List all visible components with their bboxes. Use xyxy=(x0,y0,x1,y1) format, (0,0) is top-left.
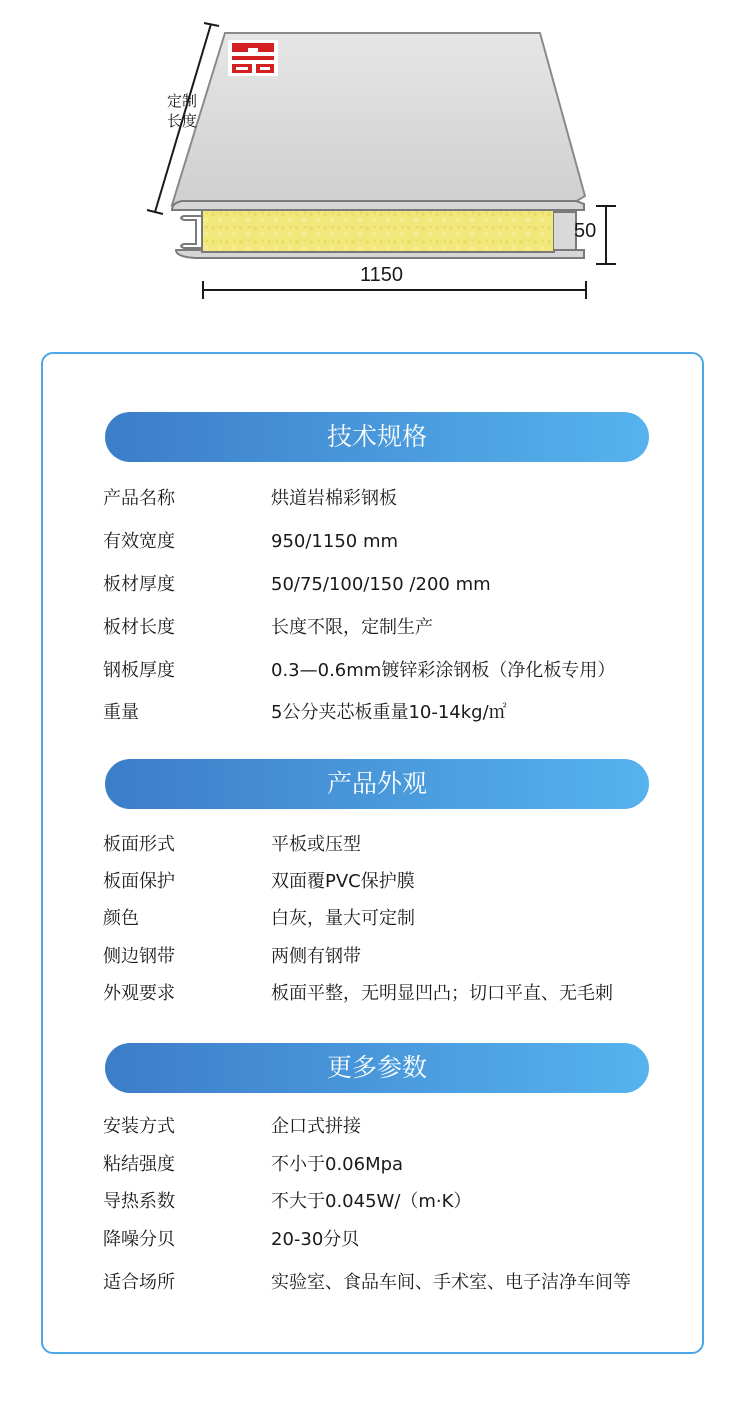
section-title-tech-specs: 技术规格 xyxy=(105,412,649,462)
spec-value: 长度不限，定制生产 xyxy=(271,617,433,638)
spec-key: 产品名称 xyxy=(103,488,175,509)
spec-value: 0.3—0.6mm镀锌彩涂钢板（净化板专用） xyxy=(271,660,616,681)
spec-value: 烘道岩棉彩钢板 xyxy=(271,488,397,509)
spec-key: 板材长度 xyxy=(103,617,175,638)
spec-key: 板材厚度 xyxy=(103,574,175,595)
panel-upper-edge xyxy=(172,201,584,210)
thickness-dimension-label: 50 xyxy=(574,220,597,242)
spec-value: 5公分夹芯板重量10-14kg/㎡ xyxy=(271,702,507,723)
spec-value: 白灰，量大可定制 xyxy=(271,908,415,929)
rock-wool-core xyxy=(202,210,554,252)
length-dimension-label: 定制 长度 xyxy=(166,93,197,130)
section-title-more-params: 更多参数 xyxy=(105,1043,649,1093)
spec-key: 钢板厚度 xyxy=(103,660,175,681)
spec-value: 板面平整，无明显凹凸；切口平直、无毛刺 xyxy=(271,983,613,1004)
spec-key: 安装方式 xyxy=(103,1116,175,1137)
spec-value: 50/75/100/150 /200 mm xyxy=(271,574,491,595)
spec-key: 侧边钢带 xyxy=(103,946,175,967)
spec-value: 企口式拼接 xyxy=(271,1116,361,1137)
spec-value: 平板或压型 xyxy=(271,834,361,855)
width-dimension-label: 1150 xyxy=(360,264,404,286)
spec-key: 有效宽度 xyxy=(103,531,175,552)
spec-value: 不小于0.06Mpa xyxy=(271,1154,404,1175)
spec-value: 20-30分贝 xyxy=(271,1229,360,1250)
spec-key: 板面形式 xyxy=(103,834,175,855)
panel-groove xyxy=(181,216,202,248)
spec-value: 两侧有钢带 xyxy=(271,946,361,967)
spec-value: 实验室、食品车间、手术室、电子洁净车间等 xyxy=(271,1272,631,1293)
section-title-appearance: 产品外观 xyxy=(105,759,649,809)
spec-value: 双面覆PVC保护膜 xyxy=(271,871,415,892)
company-seal-logo xyxy=(228,40,278,76)
spec-key: 重量 xyxy=(103,702,139,723)
spec-key: 适合场所 xyxy=(103,1272,175,1293)
spec-key: 降噪分贝 xyxy=(103,1229,175,1250)
spec-key: 板面保护 xyxy=(103,871,175,892)
panel-tongue xyxy=(554,212,576,250)
spec-card xyxy=(41,352,704,1354)
spec-key: 导热系数 xyxy=(103,1191,175,1212)
spec-value: 不大于0.045W/（m·K） xyxy=(271,1191,472,1212)
spec-key: 颜色 xyxy=(103,908,139,929)
spec-key: 粘结强度 xyxy=(103,1154,175,1175)
spec-key: 外观要求 xyxy=(103,983,175,1004)
spec-value: 950/1150 mm xyxy=(271,531,399,552)
